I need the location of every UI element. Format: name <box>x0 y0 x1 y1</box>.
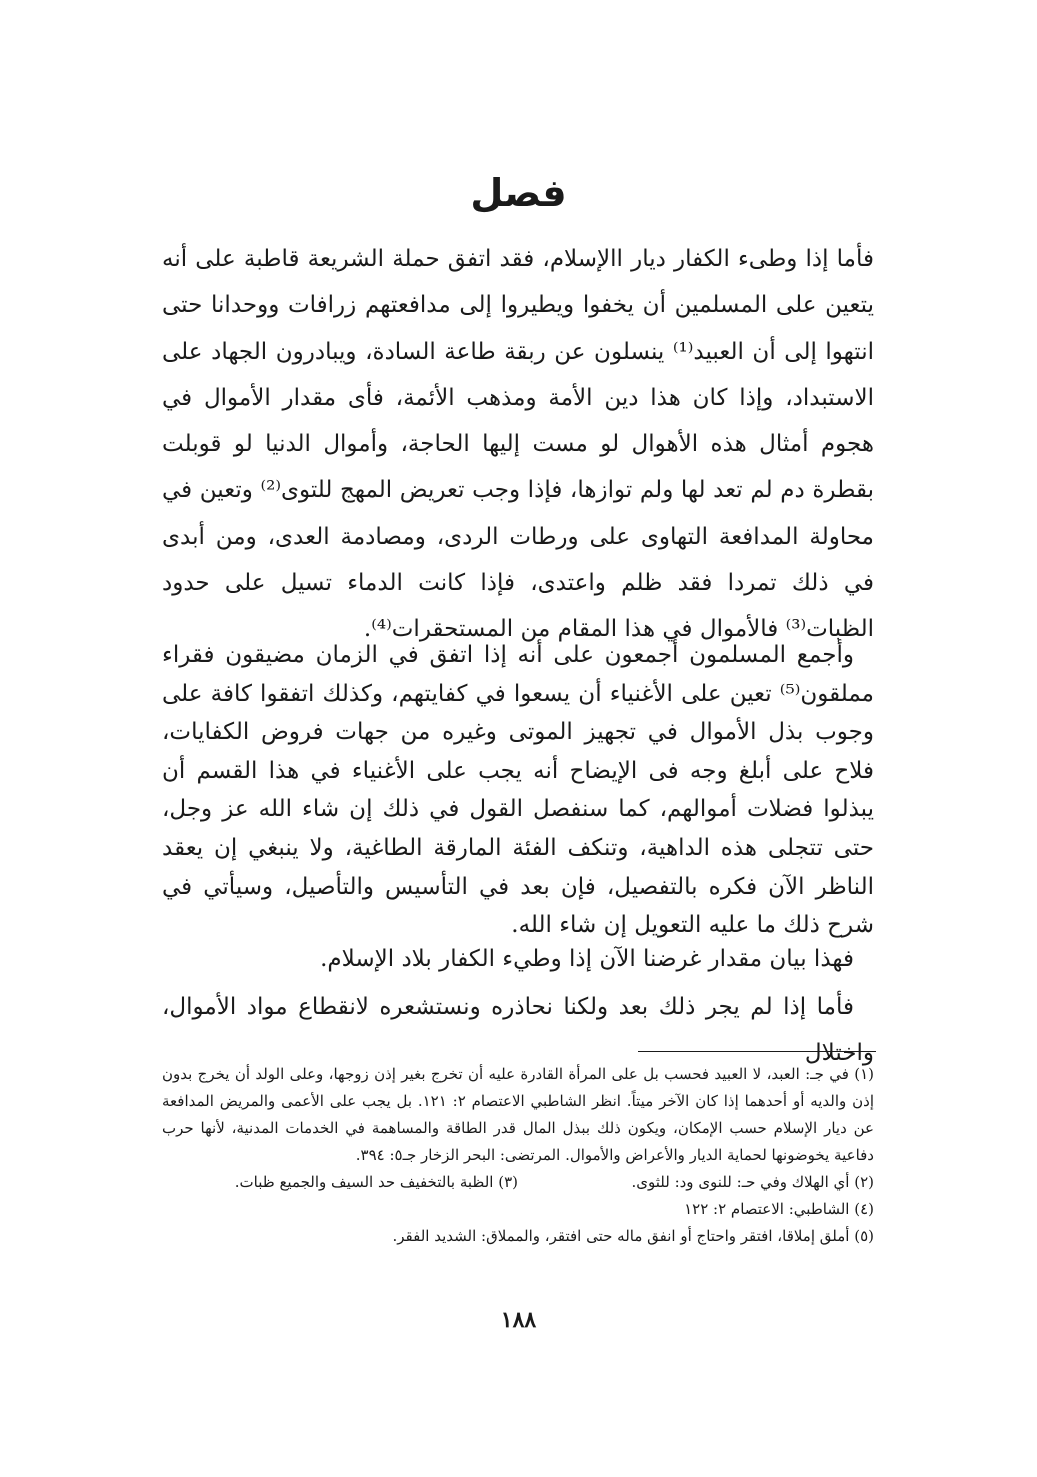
footnote-3: (٣) الظبة بالتخفيف حد السيف والجميع ظبات. <box>234 1173 518 1191</box>
footnote-divider <box>638 1051 876 1052</box>
paragraph-3: فهذا بيان مقدار غرضنا الآن إذا وطيء الكفار بلاد الإسلام. <box>320 946 854 972</box>
footnotes <box>162 1061 874 1250</box>
footnote-4: (٤) الشاطبي: الاعتصام ٢: ١٢٢ <box>684 1200 874 1218</box>
footnote-2: (٢) أي الهلاك وفي حـ: للنوى ود: للثوى. <box>631 1173 874 1191</box>
section-title: فصل <box>470 171 567 215</box>
page-number: ١٨٨ <box>500 1307 537 1333</box>
footnote-5: (٥) أملق إملاقا، افتقر واحتاج أو انفق ماله حتى افتقر، والمملاق: الشديد الفقر. <box>392 1227 874 1245</box>
paragraph-2: وأجمع المسلمون أجمعون على أنه إذا اتفق في الزمان مضيقون فقراء مملقون⁽⁵⁾ تعين على الأغنياء أن يسعوا في كفايتهم، وكذلك اتفقوا كافة على وجوب بذل الأموال في تجهيز الموتى وغيره من جهات فروض الكفايات، فلاح على أبلغ وجه فى الإيضاح أنه يجب على الأغنياء في هذا القسم أن يبذلوا فضلات أموالهم، كما سنفصل القول في ذلك إن شاء الله عز وجل، حتى تتجلى هذه الداهية، وتنكف الفئة المارقة الطاغية، ولا ينبغي إن يعقد الناظر الآن فكره بالتفصيل، فإن بعد في التأسيس والتأصيل، وسيأتي في شرح ذلك ما عليه التعويل إن شاء الله. <box>162 642 875 939</box>
paragraph-4: فأما إذا لم يجر ذلك بعد ولكنا نحاذره ونستشعره لانقطاع مواد الأموال، واختلال <box>162 994 874 1067</box>
paragraph-1: فأما إذا وطىء الكفار ديار االإسلام، فقد اتفق حملة الشريعة قاطبة على أنه يتعين على المسلمين أن يخفوا ويطيروا إلى مدافعتهم زرافات ووحدانا حتى انتهوا إلى أن العبيد⁽¹⁾ ينسلون عن ربقة طاعة السادة، ويبادرون الجهاد على الاستبداد، وإذا كان هذا دين الأمة ومذهب الأئمة، فأى مقدار الأموال في هجوم أمثال هذه الأهوال لو مست إليها الحاجة، وأموال الدنيا لو قوبلت بقطرة دم لم تعد لها ولم توازها، فإذا وجب تعريض المهج للتوى⁽²⁾ وتعين في محاولة المدافعة التهاوى على ورطات الردى، ومصادمة العدى، ومن أبدى في ذلك تمردا فقد ظلم واعتدى، فإذا كانت الدماء تسيل على حدود الظبات⁽³⁾ فالأموال في هذا المقام من المستحقرات⁽⁴⁾. <box>162 246 875 643</box>
footnote-1: (١) في جـ: العبد، لا العبيد فحسب بل على المرأة القادرة عليه أن تخرج بغير إذن زوجها، وعلى الولد أن يخرج بدون إذن والديه أو أحدهما إذا كان الآخر ميتاً. انظر الشاطبي الاعتصام ٢: ١٢١. بل يجب على الأعمى والمريض المدافعة عن ديار الإسلام حسب الإمكان، ويكون ذلك ببذل المال قدر الطاقة والمساهمة في الخدمات المدنية، لأنها حرب دفاعية يخوضونها لحماية الديار والأعراض والأموال. المرتضى: البحر الزخار جـ٥: ٣٩٤. <box>162 1065 874 1164</box>
footnote-row <box>162 1169 874 1196</box>
main-text <box>162 236 875 1067</box>
